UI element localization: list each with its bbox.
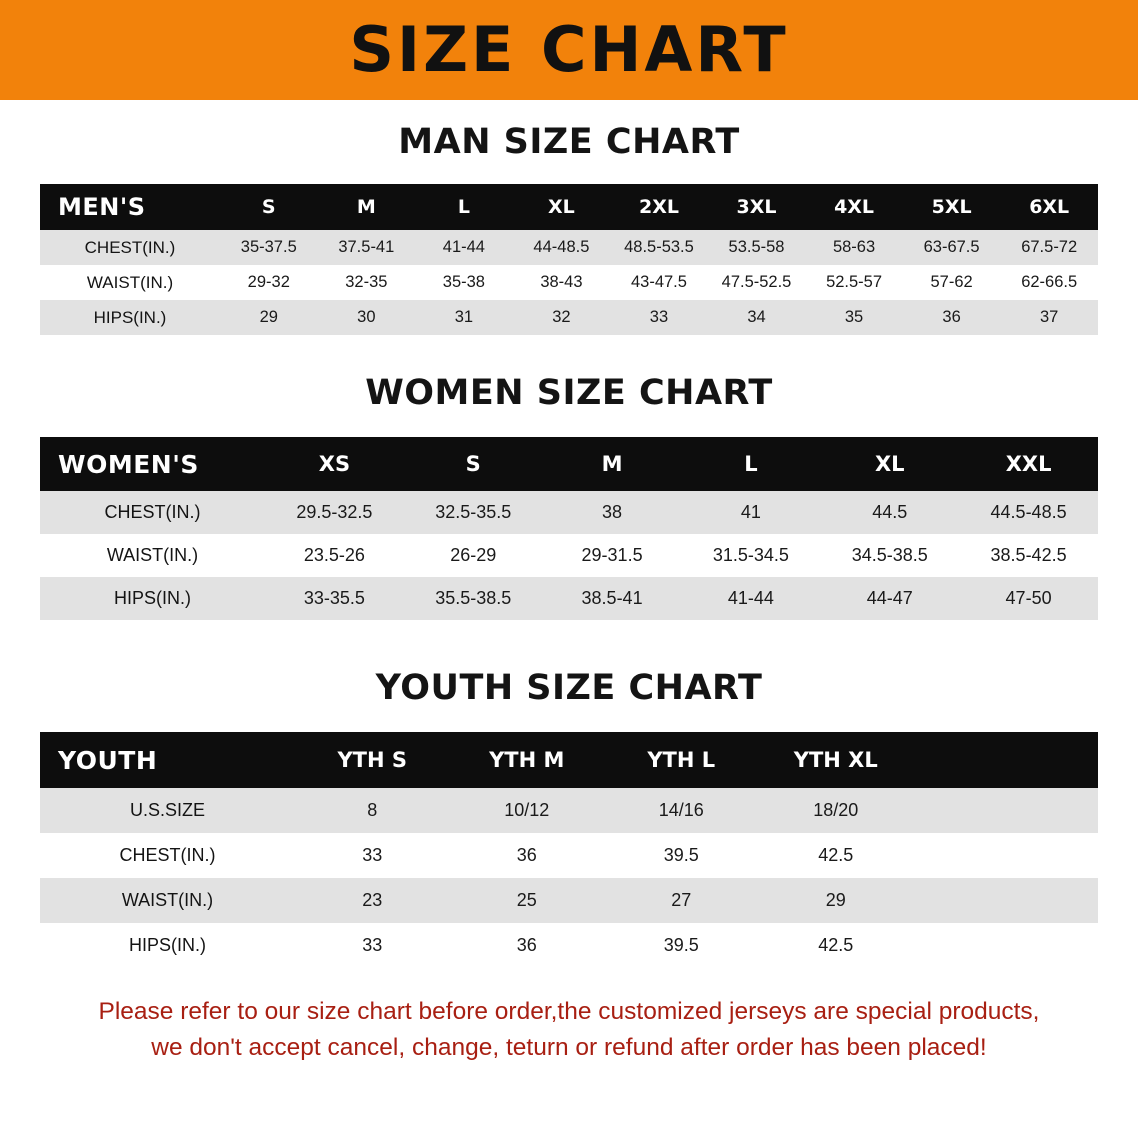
- youth-cell-0-1: 10/12: [450, 788, 605, 833]
- youth-cell-3-1: 36: [450, 923, 605, 968]
- women-size-table: [40, 437, 1098, 620]
- men-col-8: 6XL: [1000, 184, 1098, 230]
- youth-cell-3-0: 33: [295, 923, 450, 968]
- men-size-table: [40, 184, 1098, 335]
- women-cell-1-2: 29-31.5: [543, 534, 682, 577]
- youth-cell-0-2: 14/16: [604, 788, 759, 833]
- women-cell-1-4: 34.5-38.5: [820, 534, 959, 577]
- table-row: [40, 923, 1098, 968]
- youth-cell-2-3: 29: [759, 878, 914, 923]
- women-cell-0-1: 32.5-35.5: [404, 491, 543, 534]
- men-cell-2-4: 33: [610, 300, 708, 335]
- youth-row-label-3: HIPS(IN.): [40, 923, 295, 968]
- men-cell-0-3: 44-48.5: [513, 230, 611, 265]
- disclaimer-note: [34, 994, 1104, 1065]
- women-cell-2-1: 35.5-38.5: [404, 577, 543, 620]
- youth-cell-0-0: 8: [295, 788, 450, 833]
- women-cell-1-3: 31.5-34.5: [681, 534, 820, 577]
- men-cell-0-5: 53.5-58: [708, 230, 806, 265]
- women-cell-1-1: 26-29: [404, 534, 543, 577]
- women-col-1: S: [404, 437, 543, 491]
- disclaimer-line-2: we don't accept cancel, change, teturn or refund after order has been placed!: [151, 1033, 987, 1061]
- youth-cell-2-2: 27: [604, 878, 759, 923]
- women-cell-2-3: 41-44: [681, 577, 820, 620]
- men-cell-0-6: 58-63: [805, 230, 903, 265]
- youth-cell-1-1: 36: [450, 833, 605, 878]
- women-col-0: XS: [265, 437, 404, 491]
- women-cell-0-3: 41: [681, 491, 820, 534]
- men-cell-1-1: 32-35: [318, 265, 416, 300]
- youth-col-spacer: [913, 732, 1098, 788]
- women-cell-2-2: 38.5-41: [543, 577, 682, 620]
- men-cell-0-2: 41-44: [415, 230, 513, 265]
- women-cell-2-0: 33-35.5: [265, 577, 404, 620]
- men-cell-2-3: 32: [513, 300, 611, 335]
- women-cell-1-5: 38.5-42.5: [959, 534, 1098, 577]
- women-cell-2-4: 44-47: [820, 577, 959, 620]
- men-cell-2-0: 29: [220, 300, 318, 335]
- youth-cell-0-spacer: [913, 788, 1098, 833]
- men-cell-1-2: 35-38: [415, 265, 513, 300]
- table-row: [40, 833, 1098, 878]
- men-cell-0-1: 37.5-41: [318, 230, 416, 265]
- table-row: [40, 788, 1098, 833]
- men-col-3: XL: [513, 184, 611, 230]
- youth-size-table: [40, 732, 1098, 968]
- table-row: [40, 534, 1098, 577]
- youth-row-label-0: U.S.SIZE: [40, 788, 295, 833]
- men-cell-2-5: 34: [708, 300, 806, 335]
- men-cell-1-7: 57-62: [903, 265, 1001, 300]
- youth-cell-1-2: 39.5: [604, 833, 759, 878]
- women-cell-0-5: 44.5-48.5: [959, 491, 1098, 534]
- men-cell-1-5: 47.5-52.5: [708, 265, 806, 300]
- men-cell-1-4: 43-47.5: [610, 265, 708, 300]
- men-col-1: M: [318, 184, 416, 230]
- men-row-label-2: HIPS(IN.): [40, 300, 220, 335]
- women-cell-0-2: 38: [543, 491, 682, 534]
- youth-cell-2-0: 23: [295, 878, 450, 923]
- banner: [0, 0, 1138, 100]
- youth-cell-1-0: 33: [295, 833, 450, 878]
- youth-cell-1-3: 42.5: [759, 833, 914, 878]
- women-row-label-1: WAIST(IN.): [40, 534, 265, 577]
- table-row: [40, 878, 1098, 923]
- table-row: [40, 491, 1098, 534]
- men-cell-1-3: 38-43: [513, 265, 611, 300]
- men-cell-0-7: 63-67.5: [903, 230, 1001, 265]
- men-cell-2-2: 31: [415, 300, 513, 335]
- women-section-heading: WOMEN SIZE CHART: [365, 373, 773, 413]
- youth-cell-0-3: 18/20: [759, 788, 914, 833]
- youth-corner-label: YOUTH: [40, 732, 295, 788]
- women-col-2: M: [543, 437, 682, 491]
- women-row-label-0: CHEST(IN.): [40, 491, 265, 534]
- table-row: [40, 577, 1098, 620]
- youth-cell-1-spacer: [913, 833, 1098, 878]
- youth-col-1: YTH M: [450, 732, 605, 788]
- men-corner-label: MEN'S: [40, 184, 220, 230]
- men-col-4: 2XL: [610, 184, 708, 230]
- women-cell-0-4: 44.5: [820, 491, 959, 534]
- men-cell-0-0: 35-37.5: [220, 230, 318, 265]
- men-col-5: 3XL: [708, 184, 806, 230]
- man-section-heading: MAN SIZE CHART: [398, 122, 740, 162]
- men-cell-2-8: 37: [1000, 300, 1098, 335]
- table-row: [40, 300, 1098, 335]
- men-cell-2-6: 35: [805, 300, 903, 335]
- men-row-label-1: WAIST(IN.): [40, 265, 220, 300]
- page-title: SIZE CHART: [349, 13, 789, 86]
- men-cell-1-0: 29-32: [220, 265, 318, 300]
- men-cell-0-4: 48.5-53.5: [610, 230, 708, 265]
- men-col-0: S: [220, 184, 318, 230]
- youth-col-0: YTH S: [295, 732, 450, 788]
- women-corner-label: WOMEN'S: [40, 437, 265, 491]
- table-header-row: [40, 437, 1098, 491]
- women-col-3: L: [681, 437, 820, 491]
- women-cell-2-5: 47-50: [959, 577, 1098, 620]
- men-cell-1-6: 52.5-57: [805, 265, 903, 300]
- women-cell-1-0: 23.5-26: [265, 534, 404, 577]
- youth-section-heading: YOUTH SIZE CHART: [375, 668, 763, 708]
- youth-col-2: YTH L: [604, 732, 759, 788]
- youth-cell-3-spacer: [913, 923, 1098, 968]
- youth-cell-3-3: 42.5: [759, 923, 914, 968]
- table-row: [40, 230, 1098, 265]
- men-col-6: 4XL: [805, 184, 903, 230]
- table-header-row: [40, 184, 1098, 230]
- men-col-7: 5XL: [903, 184, 1001, 230]
- men-cell-2-7: 36: [903, 300, 1001, 335]
- men-col-2: L: [415, 184, 513, 230]
- men-cell-1-8: 62-66.5: [1000, 265, 1098, 300]
- men-cell-0-8: 67.5-72: [1000, 230, 1098, 265]
- youth-cell-3-2: 39.5: [604, 923, 759, 968]
- men-row-label-0: CHEST(IN.): [40, 230, 220, 265]
- table-header-row: [40, 732, 1098, 788]
- youth-row-label-2: WAIST(IN.): [40, 878, 295, 923]
- men-cell-2-1: 30: [318, 300, 416, 335]
- youth-cell-2-spacer: [913, 878, 1098, 923]
- youth-row-label-1: CHEST(IN.): [40, 833, 295, 878]
- disclaimer-line-1: Please refer to our size chart before order,the customized jerseys are special products,: [98, 998, 1040, 1025]
- youth-col-3: YTH XL: [759, 732, 914, 788]
- table-row: [40, 265, 1098, 300]
- women-cell-0-0: 29.5-32.5: [265, 491, 404, 534]
- women-row-label-2: HIPS(IN.): [40, 577, 265, 620]
- women-col-4: XL: [820, 437, 959, 491]
- youth-cell-2-1: 25: [450, 878, 605, 923]
- women-col-5: XXL: [959, 437, 1098, 491]
